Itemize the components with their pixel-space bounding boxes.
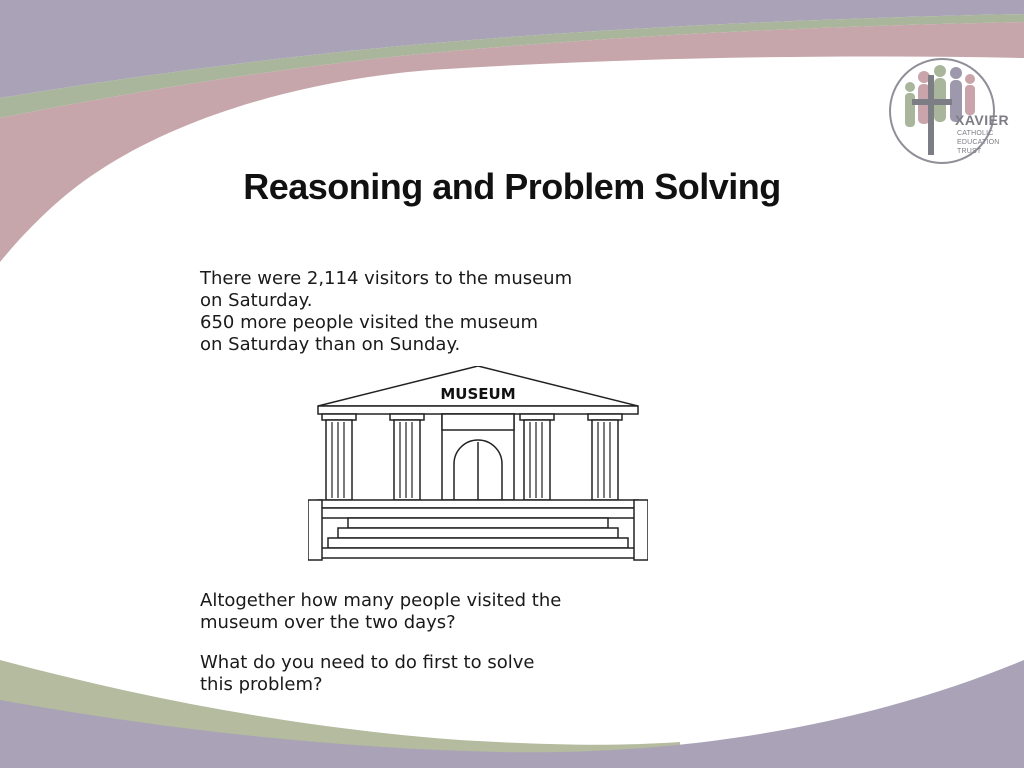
logo-line2: EDUCATION bbox=[957, 139, 1000, 146]
problem-intro-line-2: on Saturday. bbox=[200, 290, 313, 311]
question-2-line-2: this problem? bbox=[200, 674, 323, 695]
museum-column-3 bbox=[520, 414, 554, 500]
museum-entablature bbox=[318, 406, 638, 414]
question-1-line-1: Altogether how many people visited the bbox=[200, 590, 562, 611]
museum-step-1 bbox=[314, 508, 642, 518]
xavier-trust-logo bbox=[888, 55, 1020, 167]
slide-title: Reasoning and Problem Solving bbox=[243, 166, 781, 207]
museum-step-5 bbox=[318, 548, 638, 558]
logo-line3: TRUST bbox=[957, 148, 982, 155]
museum-column-4 bbox=[588, 414, 622, 500]
museum-step-2 bbox=[348, 518, 608, 528]
question-2-line-1: What do you need to do first to solve bbox=[200, 652, 535, 673]
museum-step-3 bbox=[338, 528, 618, 538]
museum-sign: MUSEUM bbox=[440, 385, 516, 403]
museum-step-4 bbox=[328, 538, 628, 548]
logo-name: XAVIER bbox=[955, 112, 1010, 128]
problem-card bbox=[190, 258, 820, 704]
museum-building-illustration bbox=[308, 366, 648, 566]
problem-intro-line-4: on Saturday than on Sunday. bbox=[200, 334, 461, 355]
problem-intro-line-3: 650 more people visited the museum bbox=[200, 312, 539, 333]
museum-column-2 bbox=[390, 414, 424, 500]
question-1-line-2: museum over the two days? bbox=[200, 612, 456, 633]
problem-intro-line-1: There were 2,114 visitors to the museum bbox=[200, 268, 573, 289]
logo-line1: CATHOLIC bbox=[957, 130, 994, 137]
museum-column-1 bbox=[322, 414, 356, 500]
